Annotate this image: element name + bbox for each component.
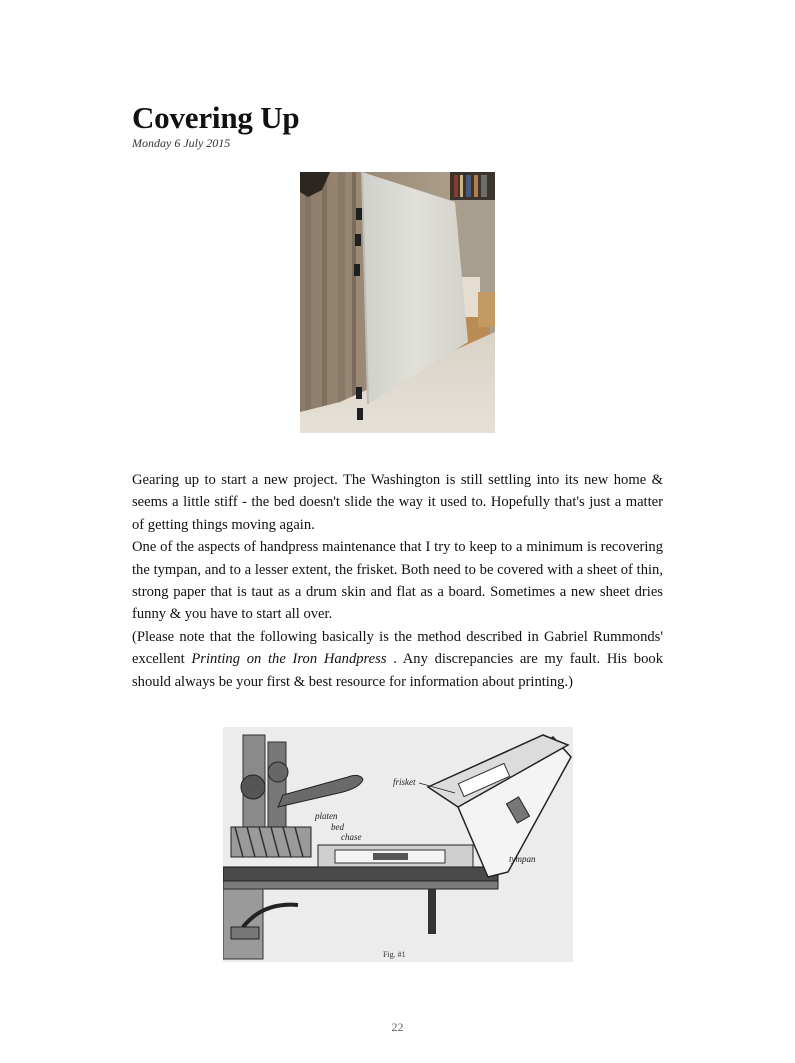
handpress-diagram: [223, 727, 573, 962]
paragraph-note: [132, 626, 663, 693]
post-date: Monday 6 July 2015: [132, 136, 231, 150]
tympan-photo-graphic: [300, 172, 495, 433]
paragraph-intro: Gearing up to start a new project. The Washington is still settling into its new home & seems a little stiff - the bed doesn't slide the way it used to. Hopefully that's just a matter of getting things moving again.: [132, 472, 663, 533]
paragraph-maintenance: One of the aspects of handpress maintenance that I try to keep to a minimum is recovering the tympan, and to a lesser extent, the frisket. Both need to be covered with a sheet of thin, strong paper that is taut as a drum skin and flat as a board. Sometimes a new sheet dries funny & you have to start all over.: [132, 539, 663, 623]
handpress-illustration: [223, 727, 573, 962]
tympan-photo: [300, 172, 495, 433]
label-platen: platen: [315, 811, 338, 821]
page-number: 22: [391, 1020, 404, 1034]
note-text-start: (Please note that the following basically is the method described in Gabriel Rummonds' excellent: [132, 628, 663, 668]
label-frisket: frisket: [393, 777, 416, 787]
figure-caption: Fig. #1: [383, 950, 406, 959]
post-title: Covering Up: [132, 100, 300, 135]
label-bed: bed: [331, 822, 344, 832]
label-tympan: tympan: [509, 854, 536, 864]
book-title: Printing on the Iron Handpress: [191, 651, 387, 668]
note-text-end: . Any discrepancies are my fault. His book should always be your first & best resource for information about printing.): [132, 651, 663, 690]
label-chase: chase: [341, 832, 362, 842]
post-body: [132, 469, 663, 693]
